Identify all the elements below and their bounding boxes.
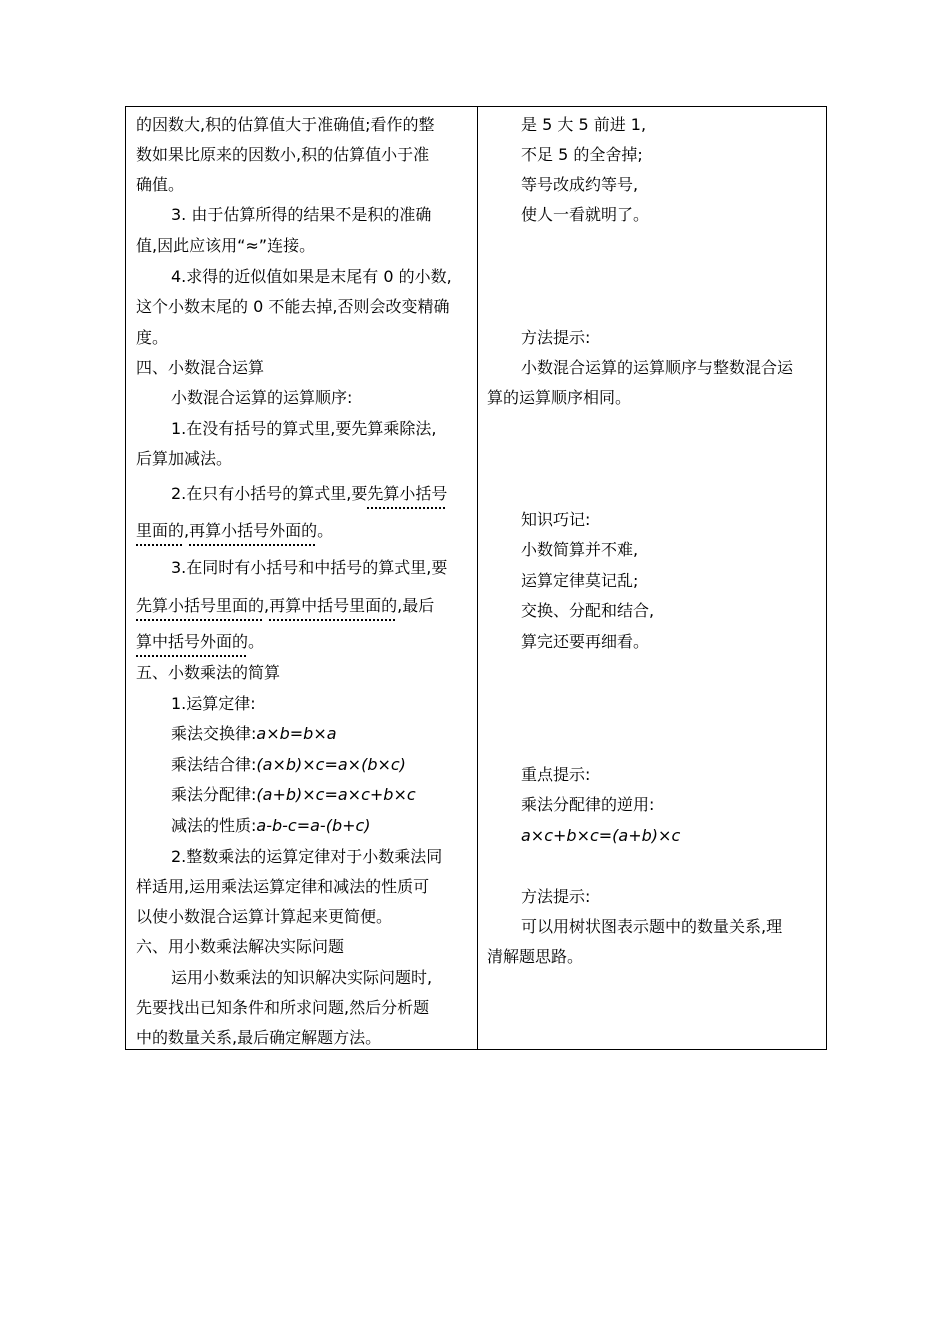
plain-text: ,	[264, 596, 270, 615]
left-text-line: 中的数量关系,最后确定解题方法。	[136, 1028, 382, 1047]
content-table	[125, 106, 827, 1050]
law-formula: a-b-c=a-(b+c)	[256, 816, 371, 835]
tip-text-line: 可以用树状图表示题中的数量关系,理	[521, 917, 783, 936]
tip-title: 方法提示:	[521, 887, 591, 906]
left-text-line: 2.整数乘法的运算定律对于小数乘法同	[171, 847, 443, 866]
left-text-line: 度。	[136, 328, 169, 347]
memo-line: 交换、分配和结合,	[521, 601, 655, 620]
memo-line: 算完还要再细看。	[521, 632, 650, 651]
tip-text-line: 小数混合运算的运算顺序与整数混合运	[521, 358, 794, 377]
plain-text: ,最后	[397, 596, 435, 615]
left-text-line: 3.在同时有小括号和中括号的算式里,要	[171, 558, 448, 577]
left-text-line: 4.求得的近似值如果是末尾有 0 的小数,	[171, 267, 452, 286]
emphasis-text: 再算中括号里面的	[269, 596, 398, 615]
emphasis-text: 里面的	[136, 521, 185, 540]
left-text-line: 先要找出已知条件和所求问题,然后分析题	[136, 998, 430, 1017]
section-heading: 五、小数乘法的简算	[136, 663, 281, 682]
rhyme-line: 等号改成约等号,	[521, 175, 639, 194]
left-text-line: 这个小数末尾的 0 不能去掉,否则会改变精确	[136, 297, 450, 316]
left-text-line: 3. 由于估算所得的结果不是积的准确	[171, 205, 432, 224]
formula-text: a×c+b×c=(a+b)×c	[521, 826, 681, 845]
law-line	[171, 816, 371, 836]
section-heading: 四、小数混合运算	[136, 358, 265, 377]
left-text-line: 小数混合运算的运算顺序:	[171, 388, 353, 407]
law-label: 乘法交换律:	[171, 724, 257, 743]
left-text-line	[136, 632, 264, 652]
left-text-line	[171, 484, 447, 504]
law-line	[171, 755, 406, 775]
emphasis-text: 先算小括号	[367, 484, 448, 503]
rhyme-line: 是 5 大 5 前进 1,	[521, 115, 647, 134]
rhyme-line: 不足 5 的全舍掉;	[521, 145, 643, 164]
emphasis-text: 算中括号外面的	[136, 632, 249, 651]
emphasis-text: 再算小括号外面的	[189, 521, 318, 540]
law-line	[171, 785, 416, 805]
law-formula: a×b=b×a	[256, 724, 337, 743]
left-text-line: 确值。	[136, 175, 185, 194]
law-formula: (a+b)×c=a×c+b×c	[256, 785, 416, 804]
memo-line: 运算定律莫记乱;	[521, 571, 639, 590]
plain-text: ,	[184, 521, 190, 540]
left-text-line	[136, 521, 333, 541]
left-text-line: 数如果比原来的因数小,积的估算值小于准	[136, 145, 430, 164]
plain-text: 2.在只有小括号的算式里,要	[171, 484, 368, 503]
left-text-line: 1.在没有括号的算式里,要先算乘除法,	[171, 419, 437, 438]
tip-title: 重点提示:	[521, 765, 591, 784]
column-divider	[477, 107, 478, 1049]
rhyme-line: 使人一看就明了。	[521, 205, 650, 224]
law-formula: (a×b)×c=a×(b×c)	[256, 755, 406, 774]
left-text-line: 值,因此应该用“≈”连接。	[136, 236, 316, 255]
left-text-line: 以使小数混合运算计算起来更简便。	[136, 907, 393, 926]
left-text-line: 后算加减法。	[136, 449, 233, 468]
tip-text-line: 乘法分配律的逆用:	[521, 795, 655, 814]
tip-title: 知识巧记:	[521, 510, 591, 529]
tip-text-line: 算的运算顺序相同。	[487, 388, 632, 407]
law-label: 乘法结合律:	[171, 755, 257, 774]
key-formula	[521, 826, 680, 846]
tip-title: 方法提示:	[521, 328, 591, 347]
law-label: 减法的性质:	[171, 816, 257, 835]
law-line	[171, 724, 337, 744]
plain-text: 。	[248, 632, 265, 651]
left-text-line: 的因数大,积的估算值大于准确值;看作的整	[136, 115, 435, 134]
section-heading: 六、用小数乘法解决实际问题	[136, 937, 345, 956]
plain-text: 。	[317, 521, 334, 540]
emphasis-text: 先算小括号里面的	[136, 596, 265, 615]
memo-line: 小数简算并不难,	[521, 540, 639, 559]
law-label: 乘法分配律:	[171, 785, 257, 804]
left-text-line	[136, 596, 434, 616]
left-text-line: 运用小数乘法的知识解决实际问题时,	[171, 968, 433, 987]
left-text-line: 样适用,运用乘法运算定律和减法的性质可	[136, 877, 430, 896]
tip-text-line: 清解题思路。	[487, 947, 584, 966]
left-text-line: 1.运算定律:	[171, 694, 256, 713]
